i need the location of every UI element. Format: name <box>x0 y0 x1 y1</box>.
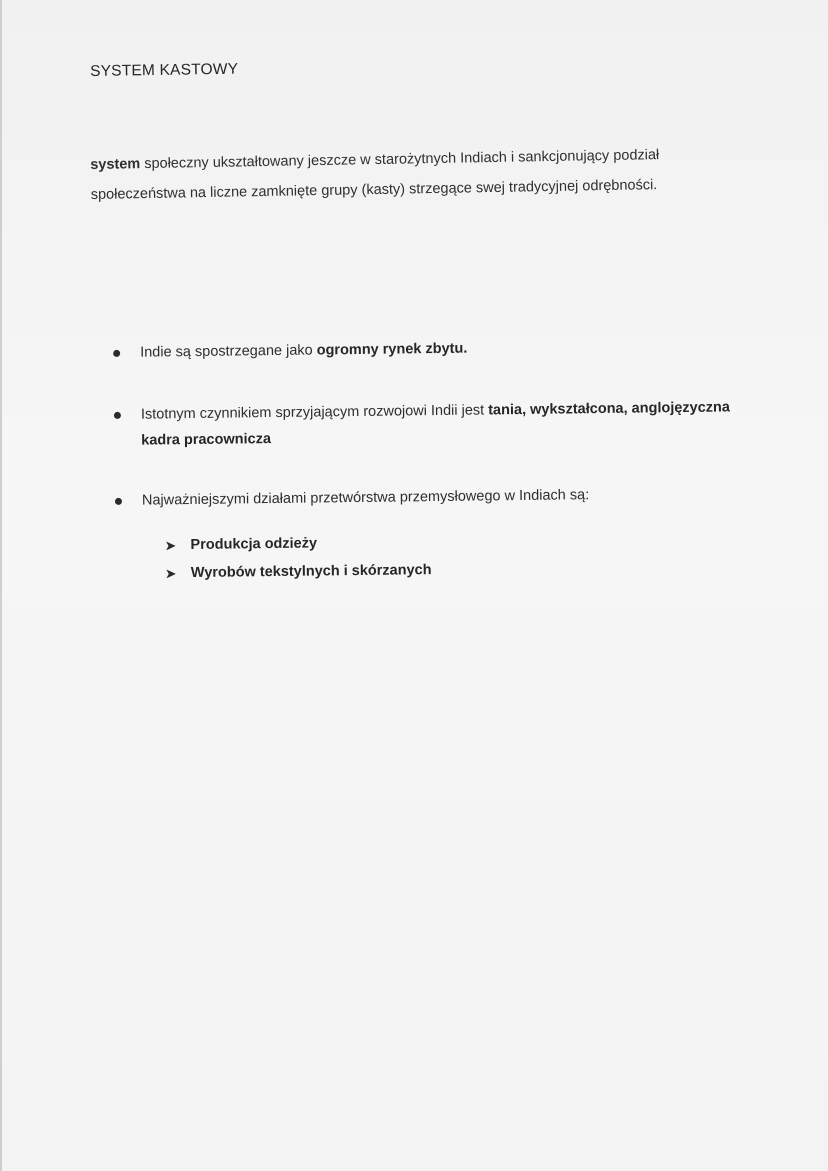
list-item <box>112 480 733 588</box>
sub-item-text: Produkcja odzieży <box>190 535 318 554</box>
bullet-text: Indie są spostrzegane jako <box>140 342 317 361</box>
definition-text: społeczny ukształtowany jeszcze w starożytnych Indiach i sankcjonujący podział społeczeństwa na liczne zamknięte grupy (kasty) strzegące swej tradycyjnej odrębności. <box>90 147 660 203</box>
bullet-emphasis: tania, wykształcona, anglojęzyczna kadra pracownicza <box>141 399 731 449</box>
bullet-text: Istotnym czynnikiem sprzyjającym rozwojowi Indii jest <box>140 402 489 423</box>
bullet-icon <box>115 498 122 505</box>
page-edge <box>0 0 2 1171</box>
sub-item-text: Wyrobów tekstylnych i skórzanych <box>190 562 432 582</box>
list-item <box>110 332 730 366</box>
page-title: SYSTEM KASTOWY <box>90 60 239 80</box>
bullet-text: Najważniejszymi działami przetwórstwa przemysłowego w Indiach są: <box>141 487 590 509</box>
bullet-icon <box>113 350 120 357</box>
definition-paragraph <box>90 138 751 210</box>
bullet-emphasis: ogromny rynek zbytu. <box>316 340 468 359</box>
definition-term: system <box>90 156 141 173</box>
sub-list <box>164 524 733 587</box>
sub-list-item <box>165 552 733 587</box>
arrowhead-icon: ➤ <box>164 537 177 554</box>
list-item <box>111 394 732 454</box>
bullet-list <box>110 332 733 588</box>
arrowhead-icon: ➤ <box>164 565 177 582</box>
bullet-icon <box>114 412 121 419</box>
